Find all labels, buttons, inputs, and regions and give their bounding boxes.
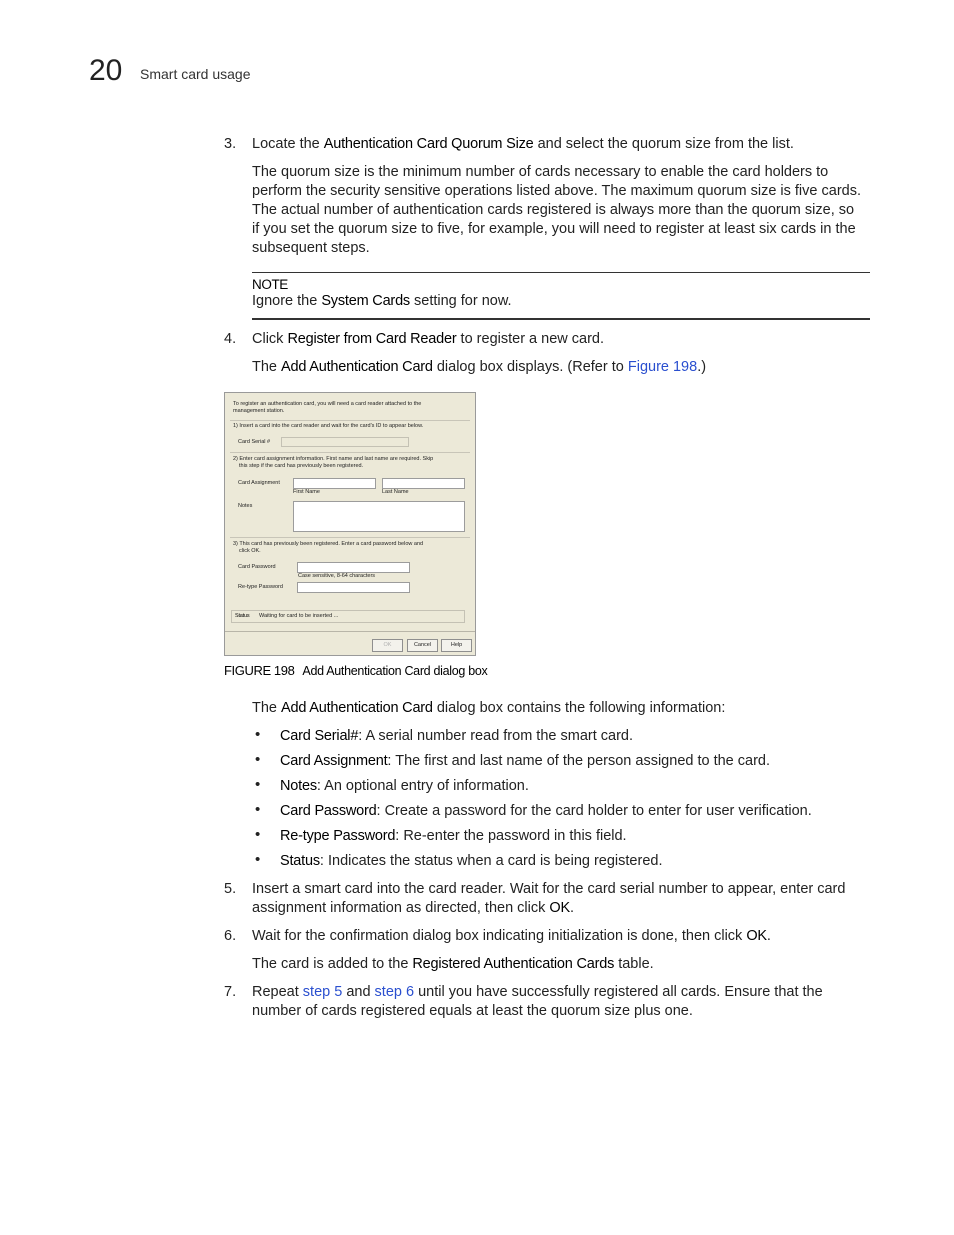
bullet-item (280, 852, 662, 871)
status-label (235, 613, 249, 620)
system-cards-term: System Cards (321, 293, 410, 309)
quorum-size-paragraph (252, 163, 872, 258)
last-name-input[interactable] (382, 478, 465, 489)
contains-pre: The (252, 700, 282, 716)
status-label-text: Status (235, 613, 250, 619)
step-4-p-mid: dialog box displays. (Refer to (432, 359, 628, 375)
status-panel (231, 610, 465, 623)
note-heading: NOTE (252, 277, 288, 292)
registered-authentication-cards-term: Registered Authentication Cards (412, 956, 615, 972)
dialog-intro-line-1: To register an authentication card, you will need a card reader attached to the (233, 401, 422, 407)
bullet-glyph: • (255, 776, 261, 793)
step-5-line-1: Insert a smart card into the card reader. Wait for the card serial number to appear, enter card (252, 881, 846, 897)
bullet-desc: : An optional entry of information. (316, 778, 529, 794)
bullet-desc: : Create a password for the card holder to enter for user verification. (376, 803, 812, 819)
bullet-item (280, 752, 770, 771)
add-authentication-card-term: Add Authentication Card (281, 700, 433, 716)
ok-term: OK (549, 900, 570, 916)
contains-post: dialog box contains the following information: (432, 700, 726, 716)
authentication-card-quorum-size-term: Authentication Card Quorum Size (323, 136, 534, 152)
dialog-step-1: 1) Insert a card into the card reader and wait for the card's ID to appear below. (233, 423, 424, 429)
bullet-item (280, 777, 529, 796)
step-7-mid: and (342, 984, 375, 1000)
step-3-number: 3. (224, 136, 237, 152)
card-serial-field (281, 437, 409, 447)
step-6-text (252, 927, 872, 946)
chapter-title: Smart card usage (140, 66, 251, 82)
step-5-line-2-post: . (569, 900, 574, 916)
add-authentication-card-dialog (224, 392, 476, 656)
step-6-number: 6. (224, 928, 237, 944)
help-button[interactable]: Help (441, 639, 472, 652)
contains-paragraph (252, 699, 872, 718)
card-assignment-label: Card Assignment (238, 480, 280, 486)
card-serial-label: Card Serial # (238, 439, 271, 445)
bullet-item (280, 827, 627, 846)
first-name-input[interactable] (293, 478, 376, 489)
step-7-line-2: number of cards registered equals at least the quorum size plus one. (252, 1003, 693, 1019)
divider (230, 452, 470, 453)
step-3-pre: Locate the (252, 136, 324, 152)
first-name-label: First Name (293, 489, 320, 495)
card-password-input[interactable] (297, 562, 410, 573)
dialog-step-3-line-1: 3) This card has previously been registered. Enter a card password below and (233, 541, 424, 547)
paragraph-line: if you set the quorum size to five, for example, you will need to register at least six cards in the (252, 221, 856, 237)
bullet-term: Notes (280, 778, 317, 794)
dialog-step-2-line-2: this step if the card has previously been registered. (239, 463, 364, 469)
bullet-desc: : Re-enter the password in this field. (395, 828, 627, 844)
dialog-step-3-line-2: click OK. (239, 548, 261, 554)
step-5-link[interactable]: step 5 (302, 984, 343, 1000)
figure-198-link[interactable]: Figure 198 (627, 359, 698, 375)
step-6-pre: Wait for the confirmation dialog box indicating initialization is done, then click (252, 928, 747, 944)
bullet-glyph: • (255, 851, 261, 868)
note-post: setting for now. (409, 293, 512, 309)
ok-button[interactable]: OK (372, 639, 403, 652)
chapter-number: 20 (89, 54, 123, 87)
step-7-post: until you have successfully registered all cards. Ensure that the (414, 984, 823, 1000)
bullet-term: Card Assignment (280, 753, 388, 769)
step-7-number: 7. (224, 984, 237, 1000)
step-4-text (252, 330, 872, 349)
bullet-glyph: • (255, 801, 261, 818)
step-4-pre: Click (252, 331, 288, 347)
paragraph-line: perform the security sensitive operations listed above. The maximum quorum size is five cards. (252, 183, 861, 199)
divider (230, 420, 470, 421)
notes-label: Notes (238, 503, 253, 509)
bullet-glyph: • (255, 751, 261, 768)
step-7-text (252, 983, 872, 1021)
step-4-p-post: .) (697, 359, 707, 375)
bullet-term: Card Password (280, 803, 377, 819)
notes-textarea[interactable] (293, 501, 465, 532)
bullet-glyph: • (255, 726, 261, 743)
retype-password-label: Re-type Password (238, 584, 283, 590)
bullet-glyph: • (255, 826, 261, 843)
divider (225, 631, 475, 632)
step-5-text (252, 880, 872, 918)
step-7-line-1 (252, 983, 872, 1002)
last-name-label: Last Name (382, 489, 409, 495)
bullet-term: Status (280, 853, 320, 869)
paragraph-line: subsequent steps. (252, 240, 370, 256)
register-from-card-reader-term: Register from Card Reader (287, 331, 457, 347)
step-6-link[interactable]: step 6 (374, 984, 415, 1000)
note-box (252, 272, 870, 320)
ok-term: OK (746, 928, 767, 944)
step-4-number: 4. (224, 331, 237, 347)
paragraph-line: The actual number of authentication cards registered is always more than the quorum size, so (252, 202, 855, 218)
step-4-paragraph (252, 358, 872, 377)
dialog-intro-line-2: management station. (233, 408, 285, 414)
step-5-line-2-pre: assignment information as directed, then click (252, 900, 550, 916)
paragraph-line: The quorum size is the minimum number of cards necessary to enable the card holders to (252, 164, 829, 180)
step-3-post: and select the quorum size from the list. (533, 136, 794, 152)
password-hint: Case sensitive, 8-64 characters (298, 573, 376, 579)
step-7-pre: Repeat (252, 984, 303, 1000)
note-pre: Ignore the (252, 293, 322, 309)
dialog-step-2-line-1: 2) Enter card assignment information. First name and last name are required. Skip (233, 456, 434, 462)
step-6-post: . (766, 928, 771, 944)
step-4-p-pre: The (252, 359, 282, 375)
figure-caption (224, 663, 488, 678)
step-5-line-2 (252, 899, 872, 918)
note-text (252, 293, 512, 309)
bullet-desc: : Indicates the status when a card is being registered. (319, 853, 663, 869)
bullet-term: Card Serial# (280, 728, 359, 744)
step-4-post: to register a new card. (456, 331, 605, 347)
step-5-number: 5. (224, 881, 237, 897)
bullet-desc: : The first and last name of the person assigned to the card. (387, 753, 771, 769)
divider (230, 537, 470, 538)
cancel-button[interactable]: Cancel (407, 639, 438, 652)
bullet-term: Re-type Password (280, 828, 396, 844)
retype-password-input[interactable] (297, 582, 410, 593)
step-6-p-post: table. (614, 956, 654, 972)
card-password-label: Card Password (238, 564, 276, 570)
figure-label: FIGURE 198 (224, 663, 295, 678)
step-3-text (252, 135, 872, 154)
bullet-item (280, 802, 812, 821)
bullet-desc: : A serial number read from the smart card. (358, 728, 634, 744)
add-authentication-card-term: Add Authentication Card (281, 359, 433, 375)
bullet-item (280, 727, 633, 746)
figure-title: Add Authentication Card dialog box (302, 664, 488, 678)
status-value: Waiting for card to be inserted ... (259, 613, 339, 619)
step-6-p-pre: The card is added to the (252, 956, 413, 972)
step-6-paragraph (252, 955, 872, 974)
